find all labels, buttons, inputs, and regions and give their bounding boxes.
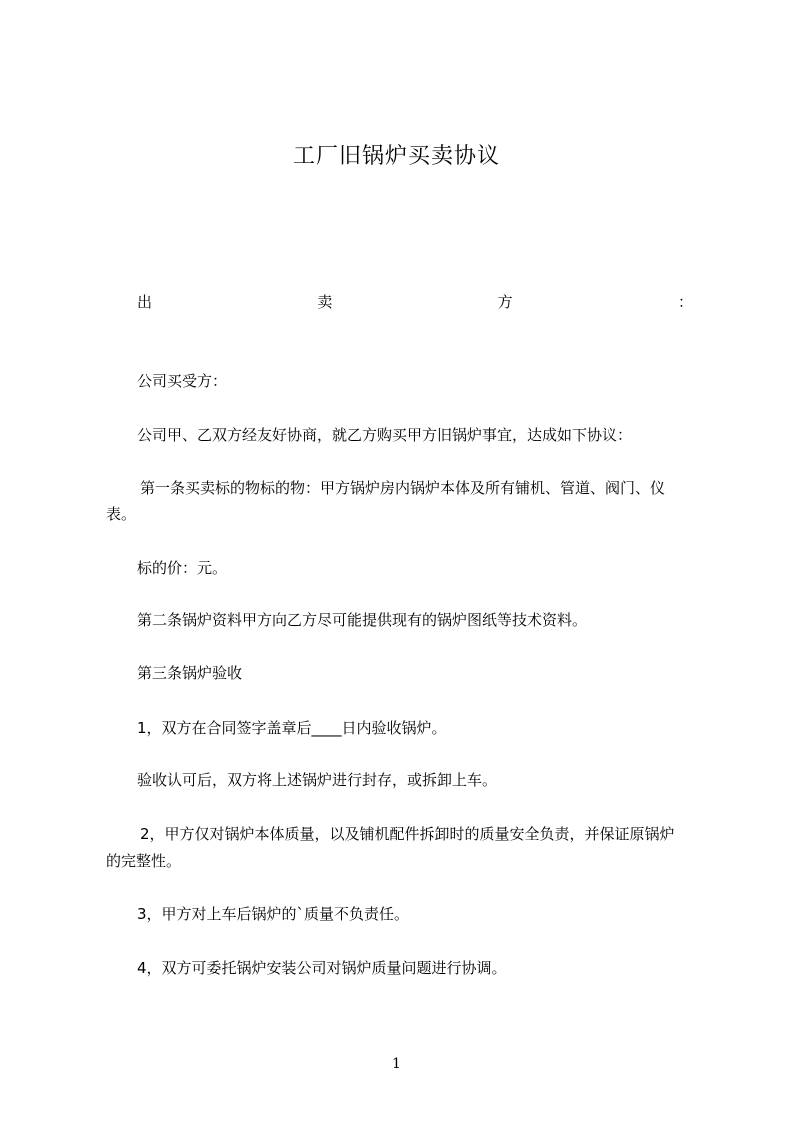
intro-text: 公司甲、乙双方经友好协商，就乙方购买甲方旧锅炉事宜，达成如下协议： bbox=[137, 426, 633, 444]
item4-paragraph bbox=[106, 954, 710, 982]
item4-text: 4，双方可委托锅炉安装公司对锅炉质量问题进行协调。 bbox=[137, 959, 507, 977]
acceptance-paragraph bbox=[106, 766, 710, 794]
acceptance-text: 验收认可后，双方将上述锅炉进行封存，或拆卸上车。 bbox=[137, 771, 498, 789]
seller-char-4: ： bbox=[677, 293, 693, 311]
item2-text-line2: 的完整性。 bbox=[106, 852, 182, 870]
item1-text: 1，双方在合同签字盖章后____日内验收锅炉。 bbox=[137, 719, 447, 737]
item2-paragraph-cont bbox=[106, 847, 710, 875]
article2-text: 第二条锅炉资料甲方向乙方尽可能提供现有的锅炉图纸等技术资料。 bbox=[137, 611, 588, 629]
item1-paragraph bbox=[106, 714, 710, 742]
article1-paragraph-cont bbox=[106, 500, 710, 528]
article1-text-line2: 表。 bbox=[106, 505, 137, 523]
article2-paragraph bbox=[106, 606, 710, 634]
document-title: 工厂旧锅炉买卖协议 bbox=[292, 144, 500, 169]
price-paragraph bbox=[106, 554, 710, 582]
intro-paragraph bbox=[106, 421, 710, 449]
item2-text-line1: 2，甲方仅对锅炉本体质量，以及铺机配件拆卸时的质量安全负责，并保证原锅炉 bbox=[140, 825, 675, 843]
article1-paragraph bbox=[106, 474, 710, 502]
article1-text-line1: 第一条买卖标的物标的物：甲方锅炉房内锅炉本体及所有铺机、管道、阀门、仪 bbox=[140, 479, 666, 497]
seller-char-3: 方 bbox=[497, 293, 513, 311]
page-number: 1 bbox=[392, 1056, 401, 1072]
article3-heading bbox=[106, 659, 710, 687]
item3-paragraph bbox=[106, 900, 710, 928]
item2-paragraph bbox=[106, 820, 710, 848]
seller-char-2: 卖 bbox=[317, 293, 333, 311]
buyer-text: 公司买受方： bbox=[137, 372, 228, 390]
buyer-paragraph bbox=[106, 367, 710, 395]
item3-text: 3，甲方对上车后锅炉的`质量不负责任。 bbox=[137, 905, 410, 923]
price-text: 标的价：元。 bbox=[137, 559, 228, 577]
article3-text: 第三条锅炉验收 bbox=[137, 664, 243, 682]
seller-char-1: 出 bbox=[137, 293, 153, 311]
seller-line bbox=[137, 288, 693, 316]
